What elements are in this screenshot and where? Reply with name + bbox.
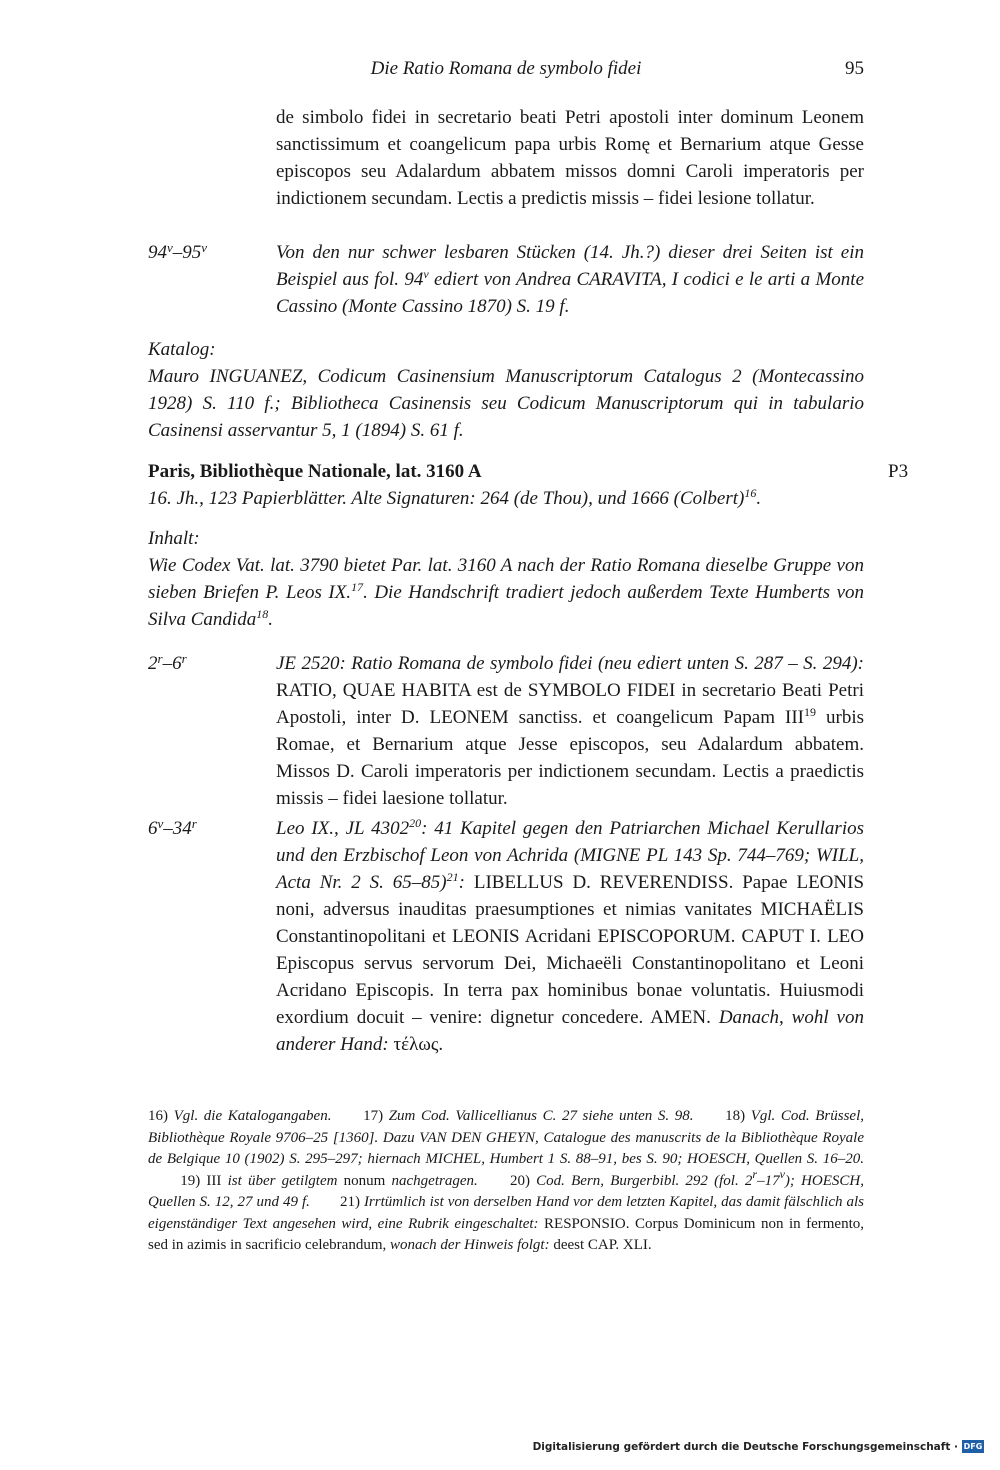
katalog-label: Katalog: [148,339,216,360]
entry-2-text: JE 2520: Ratio Romana de symbolo fidei (neu ediert unten S. 287 – S. 294): RATIO, QUAE HABITA est de SYMBOLO FIDEI in secretario Beati Petri Apostoli, inter D. LEONEM sanctiss. et coangelicum Papam III$^{19}$ urbis Romae, et Bernarium atque Jesse episcopos, seu Adalardum abbatem. Missos D. Caroli imperatoris per indictionem secundam. Lectis a praedictis missis – fidei laesione tollatur. [276,653,865,809]
footer-text: Digitalisierung gefördert durch die Deutsche Forschungsgemeinschaft · [532,1440,958,1453]
folio-label-94: 94$^v$–95$^v$ [148,240,208,263]
intro-continuation: de simbolo fidei in secretario beati Petri apostoli inter dominum Leonem sanctissimum et coangelicum papa urbis Romę et Bernarium atque Gesse episcopos seu Adalardum abbatem missos domni Caroli imperatoris per indictionem secundam. Lectis a predictis missis – fidei lesione tollatur. [276,107,864,209]
folio-label-2: 2$^r$–6$^r$ [148,651,187,674]
running-header [148,58,864,88]
footnote-17: 17) Zum Cod. Vallicellianus C. 27 siehe unten S. 98. [363,1108,694,1124]
manuscript-siglum: P3 [888,461,909,482]
inhalt-text: Wie Codex Vat. lat. 3790 bietet Par. lat. 3160 A nach der Ratio Romana dieselbe Gruppe von sieben Briefen P. Leos IX.$^{17}$. Die Handschrift tradiert jedoch außerdem Texte Humberts von Silva Candida$^{18}$. [148,555,864,630]
footnotes [148,1106,864,1257]
page-number: 95 [845,58,864,79]
inhalt-label: Inhalt: [148,528,200,549]
katalog-text: Mauro INGUANEZ, Codicum Casinensium Manuscriptorum Catalogus 2 (Montecassino 1928) S. 110 f.; Bibliotheca Casinensis seu Codicum Manuscriptorum qui in tabulario Casinensi asservantur 5, 1 (1894) S. 61 f. [148,366,864,441]
entry-94-text: Von den nur schwer lesbaren Stücken (14. Jh.?) dieser drei Seiten ist ein Beispiel aus fol. 94$^v$ ediert von Andrea CARAVITA, I codici e le arti a Monte Cassino (Monte Cassino 1870) S. 19 f. [276,242,865,317]
entry-6-text: Leo IX., JL 4302$^{20}$: 41 Kapitel gegen den Patriarchen Michael Kerullarios und den Erzbischof Leon von Achrida (MIGNE PL 143 Sp. 744–769; WILL, Acta Nr. 2 S. 65–85)$^{21}$: LIBELLUS D. REVERENDISS. Papae LEONIS noni, adversus inauditas praesumptiones et nimias vanitates MICHAËLIS Constantinopolitani et LEONIS Acridani EPISCOPORUM. CAPUT I. LEO Episcopus servus servorum Dei, Michaeëli Constantinopolitano et Leoni Acridano Episcopis. In terra pax hominibus bonae voluntatis. Huiusmodi exordium docuit – venire: dignetur concedere. AMEN. Danach, wohl von anderer Hand: τέλως. [276,816,865,1055]
dfg-logo-icon: DFG [963,1442,983,1451]
folio-label-6: 6$^v$–34$^r$ [148,816,197,839]
footnote-21: 21) Irrtümlich ist von derselben Hand vor dem letzten Kapitel, das damit fälschlich als eigenständiger Text angesehen wird, eine Rubrik eingeschaltet: RESPONSIO. Corpus Dominicum non in fermento, sed in azimis in sacrificio celebrandum, wonach der Hinweis folgt: deest CAP. XLI. [148,1194,865,1253]
running-title: Die Ratio Romana de symbolo fidei [370,58,642,79]
footnote-19: 19) III ist über getilgtem nonum nachgetragen. [180,1172,478,1189]
manuscript-heading: Paris, Bibliothèque Nationale, lat. 3160 A [148,461,482,482]
footnote-16: 16) Vgl. die Katalogangaben. [148,1108,332,1124]
manuscript-description: 16. Jh., 123 Papierblätter. Alte Signaturen: 264 (de Thou), und 1666 (Colbert)$^{16}$. [148,486,762,509]
footnote-20: 20) Cod. Bern, Burgerbibl. 292 (fol. 2$^r$–17$^v$); HOESCH, Quellen S. 12, 27 und 49 f. [148,1166,865,1210]
footnote-18: 18) Vgl. Cod. Brüssel, Bibliothèque Royale 9706–25 [1360]. Dazu VAN DEN GHEYN, Catalogue des manuscrits de la Bibliothèque Royale de Belgique 10 (1902) S. 295–297; hiernach MICHEL, Humbert 1 S. 88–91, bes S. 90; HOESCH, Quellen S. 16–20. [148,1108,865,1167]
digitization-footer [533,1440,984,1453]
